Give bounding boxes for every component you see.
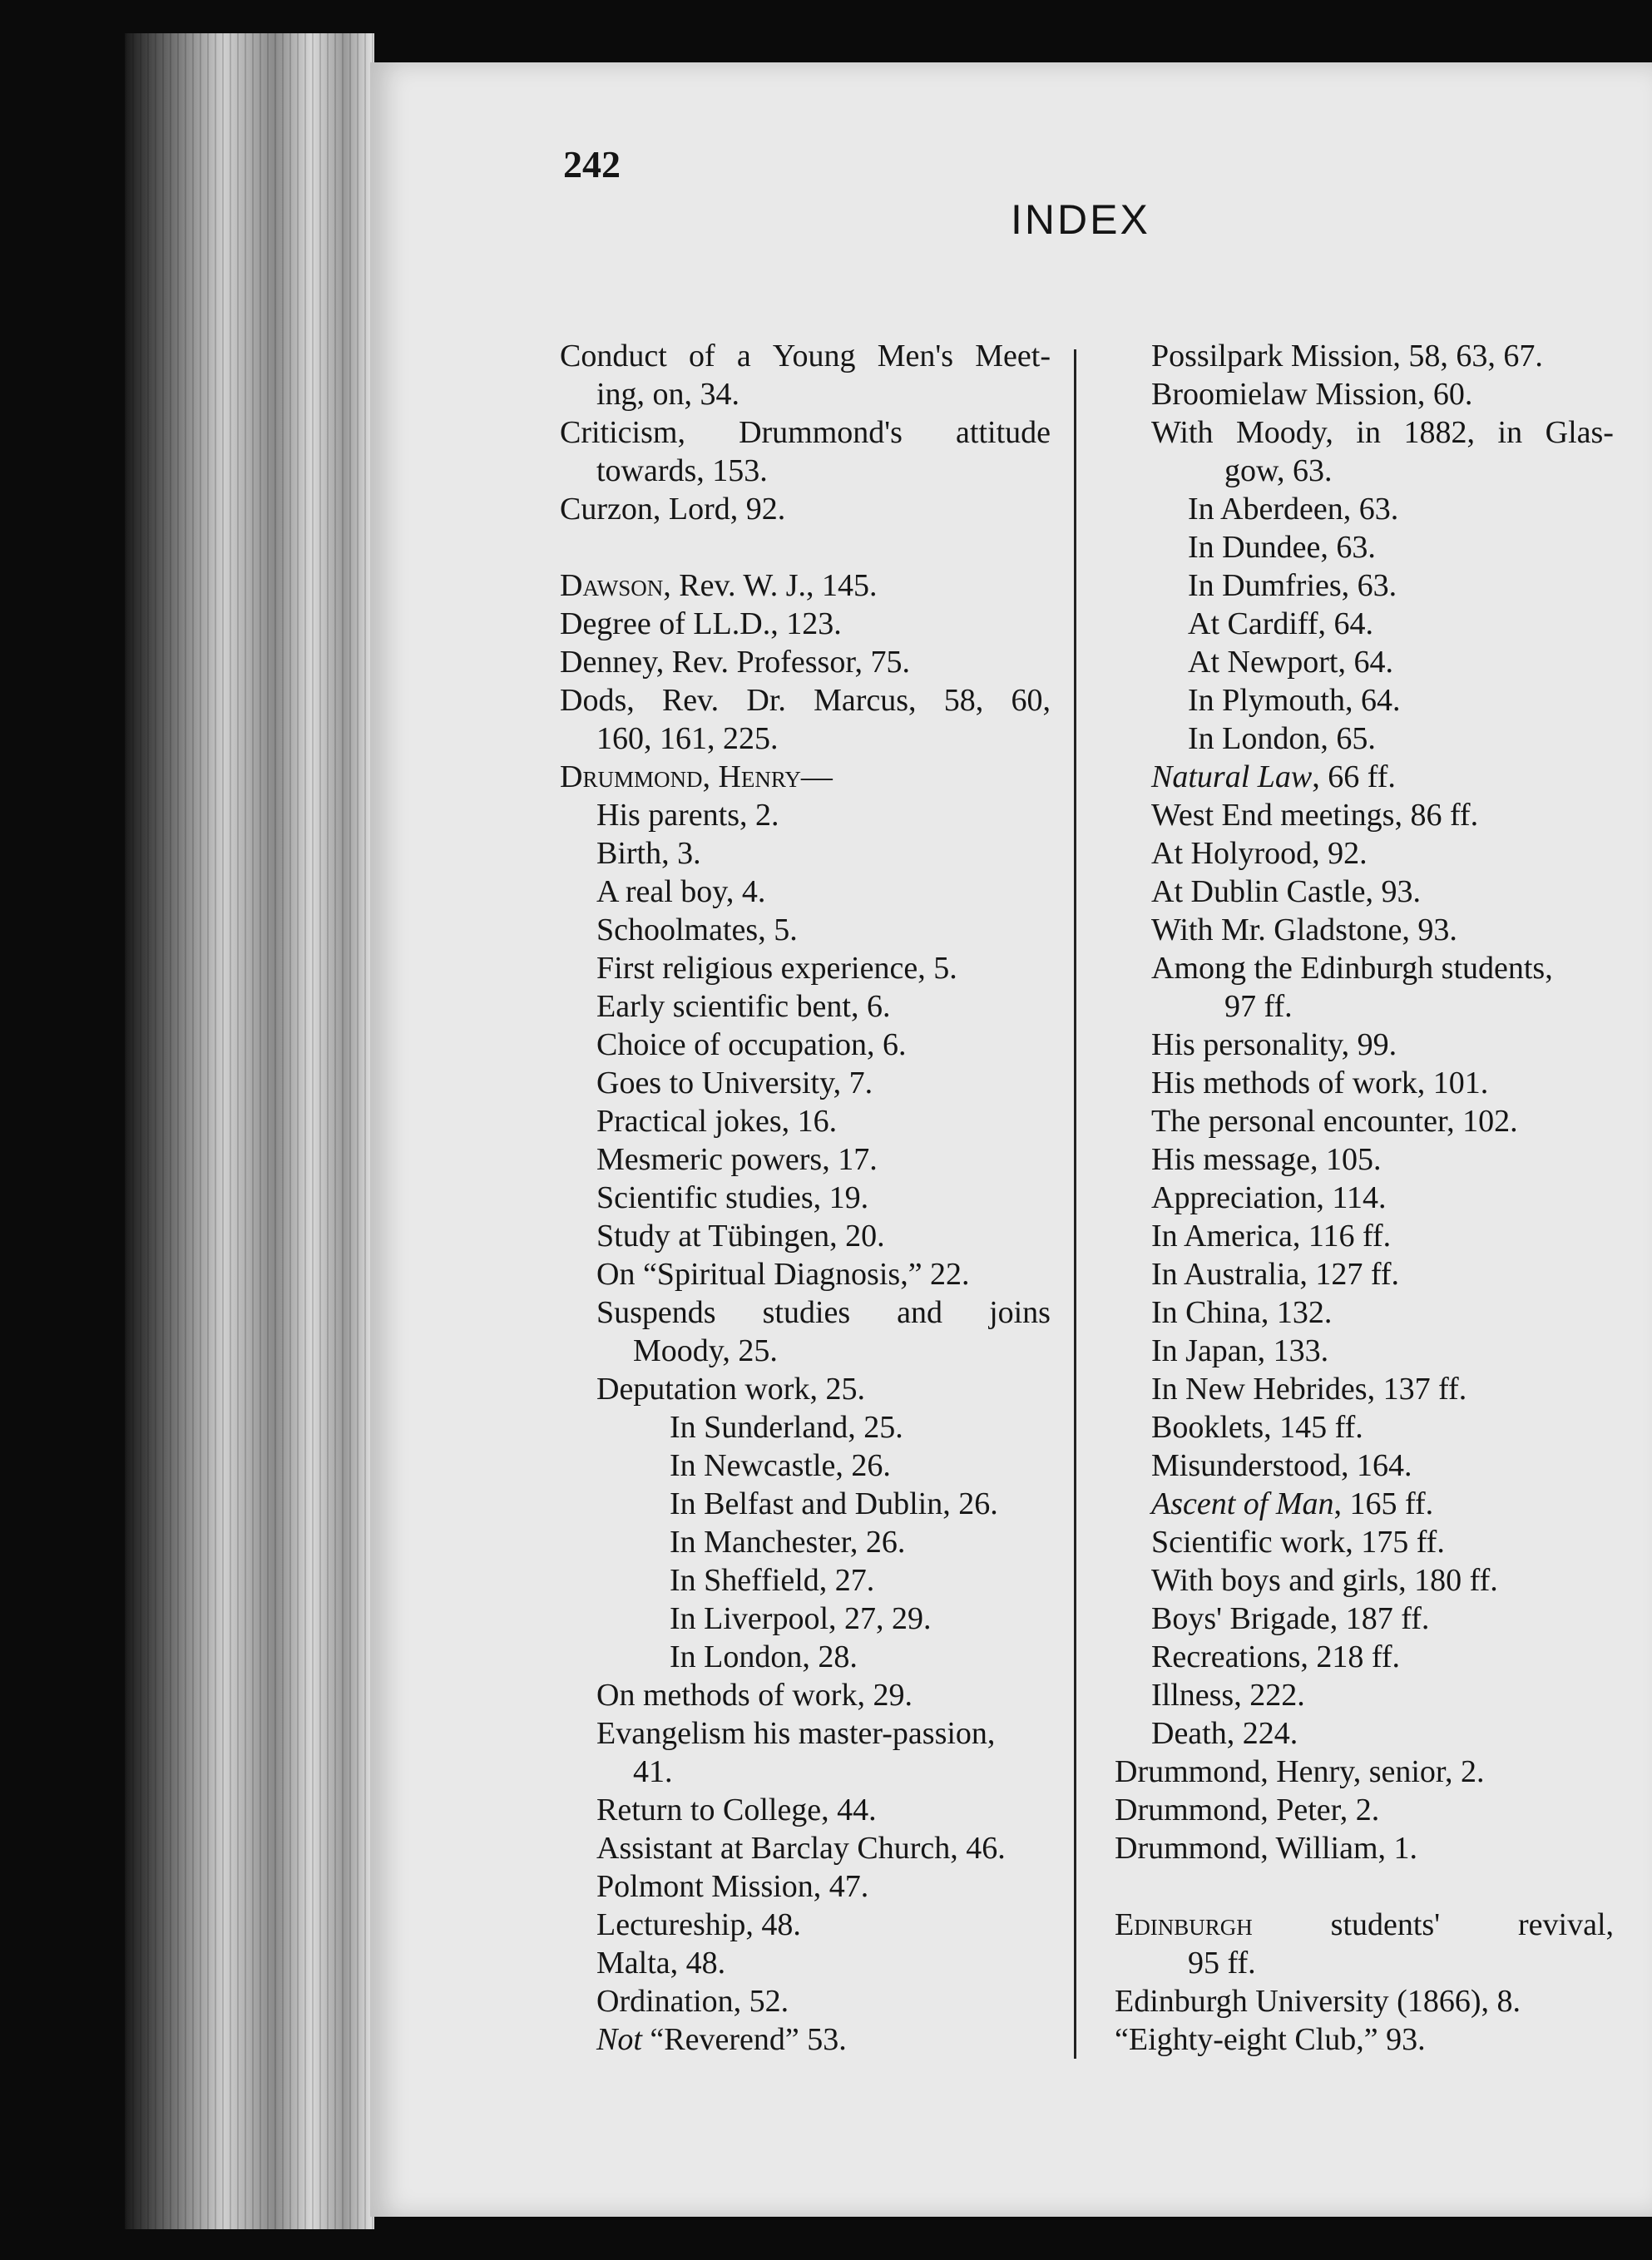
index-entry: [560, 949, 1051, 987]
index-entry: [1115, 681, 1614, 720]
index-entry: [560, 1829, 1051, 1867]
index-entry: [560, 490, 1051, 528]
index-entry-text: In Japan, 133.: [1151, 1333, 1329, 1368]
index-entry-text: Edinburgh University (1866), 8.: [1115, 1984, 1521, 2019]
index-entry-word: Dods,: [560, 683, 635, 718]
index-entry: [560, 1064, 1051, 1102]
index-entry: [560, 1791, 1051, 1829]
index-entry: [1115, 490, 1614, 528]
index-entry-text: Booklets, 145 ff.: [1151, 1410, 1363, 1445]
index-entry-text: On methods of work, 29.: [596, 1678, 913, 1713]
index-entry: [1115, 413, 1614, 452]
index-entry-word: Drummond's: [739, 415, 903, 450]
index-entry: [1115, 1446, 1614, 1485]
page-number: 242: [563, 143, 621, 185]
index-entry: [560, 1561, 1051, 1600]
index-entry-text: , 165 ff.: [1333, 1486, 1434, 1521]
index-entry: [1115, 1217, 1614, 1255]
index-entry: [1115, 1255, 1614, 1293]
index-entry: [1115, 1064, 1614, 1102]
index-entry: [1115, 987, 1614, 1026]
index-entry: [560, 1867, 1051, 1906]
index-entry: [1115, 720, 1614, 758]
index-entry: [1115, 796, 1614, 834]
index-entry-italic: Natural Law: [1151, 759, 1313, 794]
index-entry: [1115, 834, 1614, 873]
index-entry: [1115, 1714, 1614, 1753]
index-entry-text: Malta, 48.: [596, 1946, 726, 1981]
index-entry-text: Study at Tübingen, 20.: [596, 1219, 885, 1254]
index-entry-text: Drummond, Peter, 2.: [1115, 1793, 1380, 1827]
index-entry-text: In Sunderland, 25.: [670, 1410, 903, 1445]
index-entry: [1115, 1638, 1614, 1676]
index-entry-text: Drummond, William, 1.: [1115, 1831, 1418, 1866]
index-entry-text: At Holyrood, 92.: [1151, 836, 1368, 871]
index-entry-text: In Dumfries, 63.: [1188, 568, 1397, 603]
book-page: [370, 62, 1652, 2217]
index-entry: [1115, 1791, 1614, 1829]
index-entry-text: In Plymouth, 64.: [1188, 683, 1401, 718]
index-entry-text: His methods of work, 101.: [1151, 1066, 1489, 1100]
index-entry: [1115, 1982, 1614, 2020]
index-entry-text: Death, 224.: [1151, 1716, 1298, 1751]
index-entry-text: Curzon, Lord, 92.: [560, 492, 786, 527]
index-entry-word: Conduct: [560, 339, 667, 373]
index-entry: [1115, 1370, 1614, 1408]
index-entry-word: a: [736, 339, 751, 373]
index-entry-text: towards, 153.: [596, 453, 768, 488]
index-entry: [560, 1102, 1051, 1140]
index-entry: [560, 1026, 1051, 1064]
index-entry: [560, 1332, 1051, 1370]
index-entry-text: Early scientific bent, 6.: [596, 989, 891, 1024]
index-entry: [560, 1714, 1051, 1753]
index-entry: [1115, 1026, 1614, 1064]
index-entry-text: , Rev. W. J., 145.: [663, 568, 878, 603]
index-entry: [1115, 1829, 1614, 1867]
index-entry-text: In New Hebrides, 137 ff.: [1151, 1372, 1467, 1407]
index-entry-word: Dr.: [746, 683, 786, 718]
index-entry-word: attitude: [956, 415, 1051, 450]
index-entry: [1115, 337, 1614, 375]
index-entry: [1115, 528, 1614, 566]
index-entry: [1115, 1944, 1614, 1982]
index-entry: [560, 605, 1051, 643]
index-entry: [1115, 1102, 1614, 1140]
index-entry-text: 160, 161, 225.: [596, 721, 779, 756]
index-entry: [560, 413, 1051, 452]
index-entry-text: His personality, 99.: [1151, 1027, 1397, 1062]
index-entry: [560, 796, 1051, 834]
index-entry: [560, 2020, 1051, 2059]
index-entry-text: The personal encounter, 102.: [1151, 1104, 1518, 1139]
index-entry: [560, 375, 1051, 413]
index-entry-text: In Newcastle, 26.: [670, 1448, 891, 1483]
index-entry: [1115, 1293, 1614, 1332]
index-entry-word: Marcus,: [814, 683, 917, 718]
index-entry-text: Return to College, 44.: [596, 1793, 877, 1827]
index-entry-text: Lectureship, 48.: [596, 1907, 801, 1942]
index-column-left: [560, 337, 1051, 2059]
index-entry: [1115, 949, 1614, 987]
index-entry: [1115, 566, 1614, 605]
index-entry-word: Men's: [877, 339, 954, 373]
index-entry: [560, 1638, 1051, 1676]
index-entry-text: 95 ff.: [1188, 1946, 1256, 1981]
index-entry-text: In Belfast and Dublin, 26.: [670, 1486, 998, 1521]
index-entry-text: With boys and girls, 180 ff.: [1151, 1563, 1498, 1598]
index-entry: [1115, 1140, 1614, 1179]
index-entry-text: gow, 63.: [1224, 453, 1333, 488]
index-entry-text: A real boy, 4.: [596, 874, 766, 909]
index-entry: [1115, 1561, 1614, 1600]
index-entry-text: At Dublin Castle, 93.: [1151, 874, 1422, 909]
index-entry-text: Degree of LL.D., 123.: [560, 606, 842, 641]
index-entry: [560, 1523, 1051, 1561]
index-entry: [560, 452, 1051, 490]
index-entry-lead: Dawson: [560, 568, 664, 603]
index-entry-text: Denney, Rev. Professor, 75.: [560, 645, 910, 680]
index-entry-text: Appreciation, 114.: [1151, 1180, 1387, 1215]
index-entry-text: Choice of occupation, 6.: [596, 1027, 907, 1062]
index-entry-text: Drummond, Henry, senior, 2.: [1115, 1754, 1485, 1789]
index-entry: [1115, 1906, 1614, 1944]
index-entry-word: 58,: [943, 683, 984, 718]
index-entry-text: “Reverend” 53.: [641, 2022, 847, 2057]
index-entry-word: of: [688, 339, 715, 373]
index-entry: [560, 337, 1051, 375]
index-entry: [1115, 1753, 1614, 1791]
index-entry: [560, 1982, 1051, 2020]
index-column-right: [1115, 337, 1614, 2059]
index-entry: [560, 1944, 1051, 1982]
index-entry-text: Ordination, 52.: [596, 1984, 789, 2019]
index-entry-text: Scientific work, 175 ff.: [1151, 1525, 1445, 1560]
index-entry-lead: Drummond, Henry: [560, 759, 801, 794]
index-entry: [560, 1676, 1051, 1714]
page-edges: [125, 33, 374, 2229]
index-entry-word: Moody,: [1236, 415, 1333, 450]
index-entry: [560, 834, 1051, 873]
index-entry: [1115, 1179, 1614, 1217]
index-entry: [560, 1485, 1051, 1523]
index-entry-word: Young: [772, 339, 856, 373]
index-entry-text: First religious experience, 5.: [596, 951, 957, 986]
index-entry-text: “Eighty-eight Club,” 93.: [1115, 2022, 1426, 2057]
index-entry-text: In Australia, 127 ff.: [1151, 1257, 1399, 1292]
running-head: INDEX: [1011, 196, 1150, 243]
index-entry-word: Rev.: [661, 683, 720, 718]
index-entry-text: Possilpark Mission, 58, 63, 67.: [1151, 339, 1543, 373]
index-entry-text: Birth, 3.: [596, 836, 701, 871]
index-entry-text: Moody, 25.: [633, 1333, 778, 1368]
index-entry-text: 97 ff.: [1224, 989, 1293, 1024]
index-entry-text: In Liverpool, 27, 29.: [670, 1601, 932, 1636]
index-entry-word: in: [1497, 415, 1523, 450]
index-entry: [560, 1255, 1051, 1293]
index-entry: [1115, 758, 1614, 796]
index-entry-text: Practical jokes, 16.: [596, 1104, 838, 1139]
index-entry: [1115, 1523, 1614, 1561]
column-rule: [1074, 349, 1076, 2059]
index-entry-text: ing, on, 34.: [596, 377, 740, 412]
index-entry-text: Illness, 222.: [1151, 1678, 1305, 1713]
index-entry: [1115, 911, 1614, 949]
index-entry: [560, 643, 1051, 681]
index-entry: [560, 566, 1051, 605]
index-entry-text: In Aberdeen, 63.: [1188, 492, 1399, 527]
index-entry: [1115, 2020, 1614, 2059]
index-entry-text: In Dundee, 63.: [1188, 530, 1376, 565]
index-entry-word: joins: [989, 1295, 1051, 1330]
index-entry-text: At Cardiff, 64.: [1188, 606, 1374, 641]
index-entry-text: In China, 132.: [1151, 1295, 1333, 1330]
index-entry: [560, 987, 1051, 1026]
index-entry-lead: Edinburgh: [1115, 1907, 1253, 1942]
index-entry-word: Meet-: [975, 339, 1051, 373]
index-entry-word: studies: [762, 1295, 851, 1330]
index-entry-word: 1882,: [1403, 415, 1475, 450]
index-entry-word: Suspends: [596, 1295, 716, 1330]
index-entry-italic: Ascent of Man: [1151, 1486, 1334, 1521]
index-entry-text: Polmont Mission, 47.: [596, 1869, 869, 1904]
index-entry: [560, 1906, 1051, 1944]
index-entry-text: Recreations, 218 ff.: [1151, 1639, 1400, 1674]
index-entry-word: Criticism,: [560, 415, 685, 450]
index-entry: [1115, 375, 1614, 413]
index-entry-word: and: [897, 1295, 943, 1330]
index-entry: [1115, 1408, 1614, 1446]
index-entry-text: On “Spiritual Diagnosis,” 22.: [596, 1257, 970, 1292]
index-entry-word: With: [1151, 415, 1214, 450]
index-entry: [560, 911, 1051, 949]
index-entry-text: , 66 ff.: [1312, 759, 1396, 794]
index-entry: [1115, 452, 1614, 490]
index-entry-text: Misunderstood, 164.: [1151, 1448, 1412, 1483]
index-entry-text: Schoolmates, 5.: [596, 912, 798, 947]
index-entry: [560, 1753, 1051, 1791]
index-entry-text: students' revival,: [1252, 1907, 1614, 1942]
index-entry-word: 60,: [1011, 683, 1051, 718]
index-entry-text: Mesmeric powers, 17.: [596, 1142, 878, 1177]
index-entry-text: Among the Edinburgh students,: [1151, 951, 1553, 986]
index-entry: [560, 1293, 1051, 1332]
index-entry: [1115, 1600, 1614, 1638]
index-entry: [560, 1446, 1051, 1485]
index-entry: [560, 681, 1051, 720]
index-entry-text: Boys' Brigade, 187 ff.: [1151, 1601, 1430, 1636]
index-entry: [1115, 1676, 1614, 1714]
index-entry-text: In London, 65.: [1188, 721, 1376, 756]
index-gap: [560, 528, 1051, 566]
index-gap: [1115, 1867, 1614, 1906]
index-entry-text: Assistant at Barclay Church, 46.: [596, 1831, 1006, 1866]
index-entry: [1115, 605, 1614, 643]
index-entry: [1115, 643, 1614, 681]
index-entry: [560, 720, 1051, 758]
index-entry: [560, 1408, 1051, 1446]
index-entry-word: in: [1356, 415, 1381, 450]
index-entry-text: Goes to University, 7.: [596, 1066, 873, 1100]
index-entry: [1115, 1485, 1614, 1523]
index-entry: [1115, 1332, 1614, 1370]
index-entry-text: 41.: [633, 1754, 673, 1789]
index-entry-text: Broomielaw Mission, 60.: [1151, 377, 1473, 412]
index-entry: [560, 1370, 1051, 1408]
index-entry: [1115, 873, 1614, 911]
index-entry-text: West End meetings, 86 ff.: [1151, 798, 1479, 833]
index-entry-text: At Newport, 64.: [1188, 645, 1393, 680]
index-entry: [560, 1217, 1051, 1255]
index-entry-text: In Manchester, 26.: [670, 1525, 906, 1560]
index-entry-text: Scientific studies, 19.: [596, 1180, 869, 1215]
index-entry-word: Glas-: [1545, 415, 1614, 450]
index-entry: [560, 873, 1051, 911]
index-entry-text: In London, 28.: [670, 1639, 858, 1674]
index-entry-text: Deputation work, 25.: [596, 1372, 865, 1407]
index-entry-text: —: [800, 759, 833, 794]
index-entry: [560, 1600, 1051, 1638]
index-entry-text: In America, 116 ff.: [1151, 1219, 1392, 1254]
index-entry: [560, 758, 1051, 796]
index-entry-italic: Not: [596, 2022, 642, 2057]
index-entry: [560, 1140, 1051, 1179]
index-entry-text: His parents, 2.: [596, 798, 779, 833]
index-entry-text: Evangelism his master-passion,: [596, 1716, 996, 1751]
index-entry-text: His message, 105.: [1151, 1142, 1382, 1177]
index-entry-text: In Sheffield, 27.: [670, 1563, 875, 1598]
index-entry-text: With Mr. Gladstone, 93.: [1151, 912, 1457, 947]
index-entry: [560, 1179, 1051, 1217]
